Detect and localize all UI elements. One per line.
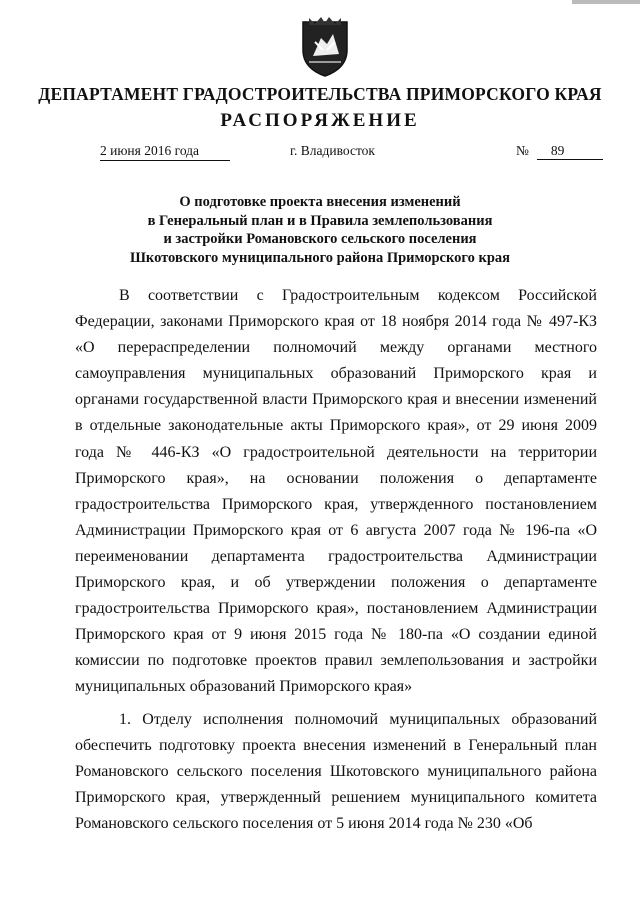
scan-artifact bbox=[572, 0, 640, 4]
subject-line: в Генеральный план и в Правила землепользования bbox=[147, 212, 493, 229]
coat-of-arms-icon bbox=[299, 16, 351, 78]
number-label: № bbox=[516, 143, 529, 158]
document-number bbox=[516, 143, 603, 160]
subject-line: и застройки Романовского сельского поселения bbox=[163, 231, 477, 247]
body-paragraph-preamble: В соответствии с Градостроительным кодексом Российской Федерации, законами Приморского края от 18 ноября 2014 года № 497-КЗ «О перераспределении полномочий между органами местного самоуправления муниципальных образований Приморского края и органами государственной власти Приморского края и внесении изменений в отдельные законодательные акты Приморского края», от 29 июня 2009 года № 446-КЗ «О градостроительной деятельности на территории Приморского края», на основании положения о департаменте градостроительства Приморского края, утвержденного постановлением Администрации Приморского края от 6 августа 2007 года № 196-па «О переименовании департамента градостроительства Администрации Приморского края, и об утверждении положения о департаменте градостроительства Приморского края», постановлением Администрации Приморского края от 9 июня 2015 года № 180-па «О создании единой комиссии по подготовке проектов правил землепользования и застройки муниципальных образований Приморского края» bbox=[75, 287, 597, 696]
document-subject bbox=[100, 193, 540, 267]
document-body bbox=[75, 283, 597, 837]
subject-line: Шкотовского муниципального района Приморского края bbox=[129, 249, 510, 266]
number-value: 89 bbox=[537, 143, 603, 160]
document-type-title: РАСПОРЯЖЕНИЕ bbox=[220, 110, 420, 131]
department-title: ДЕПАРТАМЕНТ ГРАДОСТРОИТЕЛЬСТВА ПРИМОРСКОГО КРАЯ bbox=[38, 84, 602, 104]
document-city: г. Владивосток bbox=[290, 143, 375, 158]
body-paragraph-item-1: 1. Отделу исполнения полномочий муниципальных образований обеспечить подготовку проекта внесения изменений в Генеральный план Романовского сельского поселения Шкотовского муниципального района Приморского края, утвержденный решением муниципального комитета Романовского сельского поселения от 5 июня 2014 года № 230 «Об bbox=[75, 710, 597, 832]
subject-line: О подготовке проекта внесения изменений bbox=[179, 194, 461, 210]
document-date: 2 июня 2016 года bbox=[100, 143, 230, 161]
